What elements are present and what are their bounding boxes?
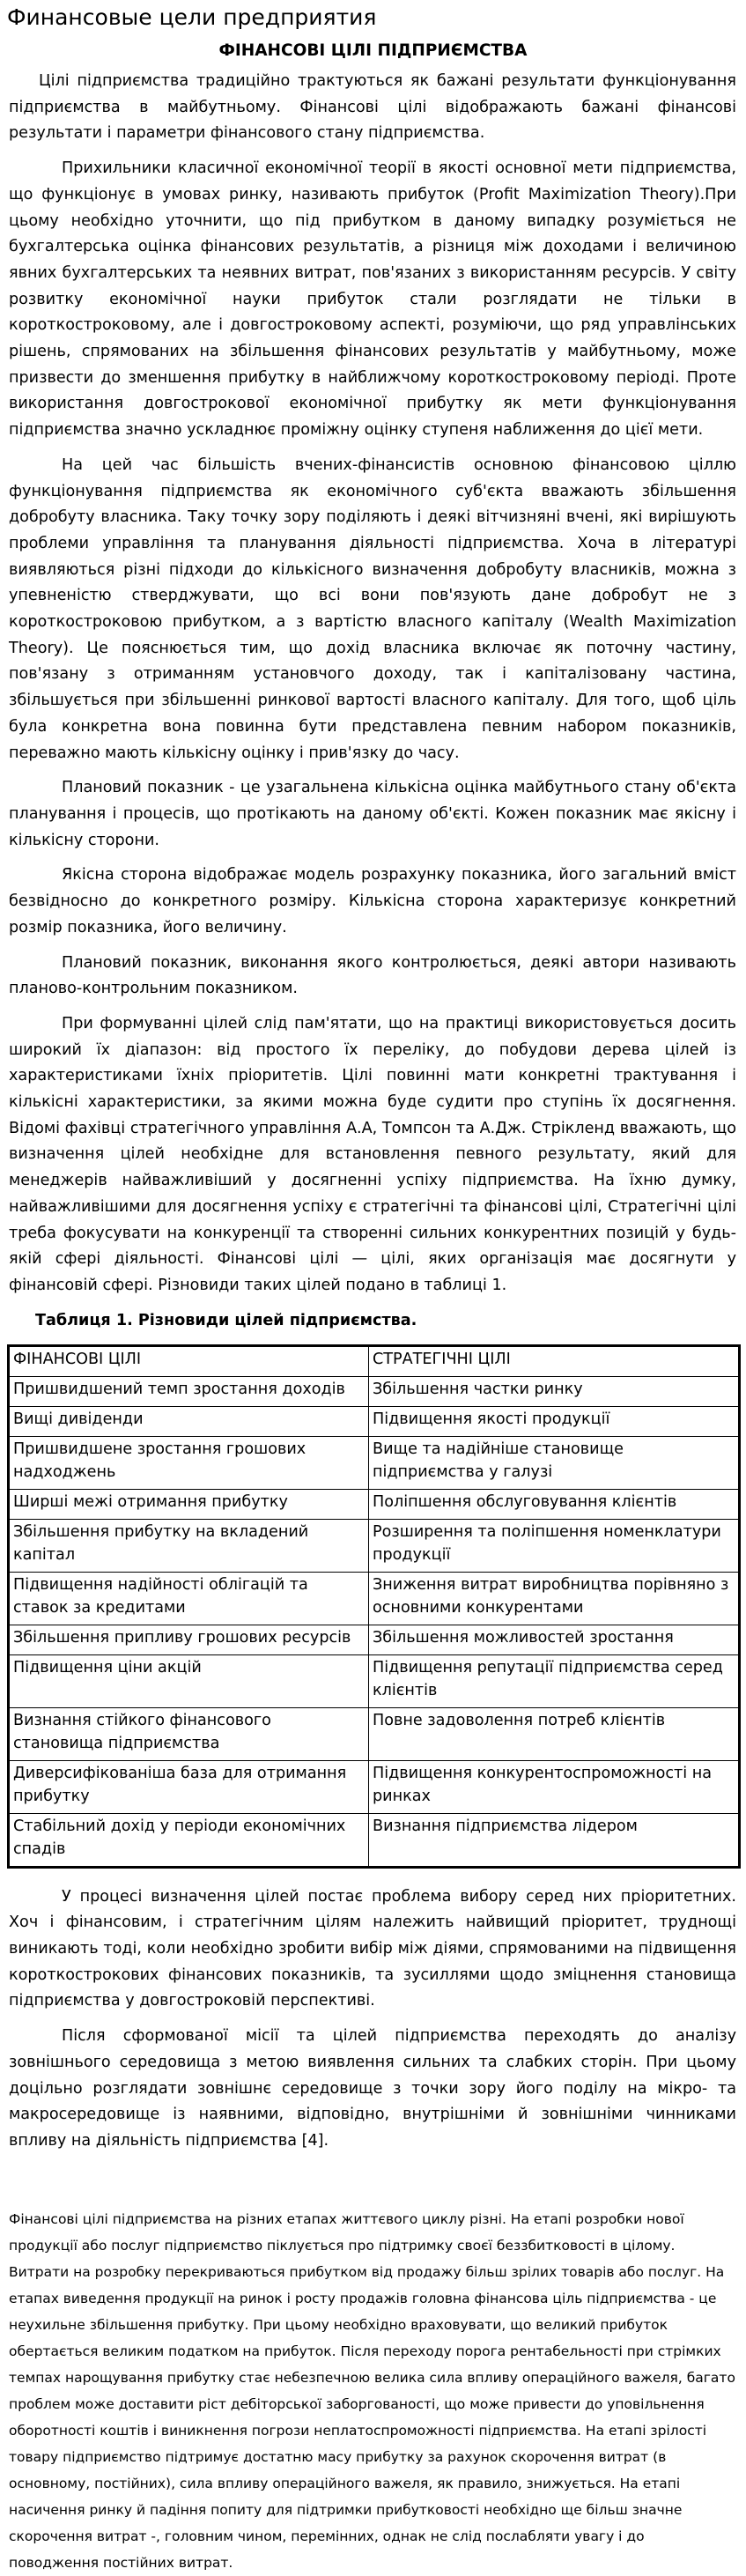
paragraph: При формуванні цілей слід пам'ятати, що на практиці використовується досить широкий їх діапазон: від простого їх переліку, до побудови дерева цілей із характеристиками їхніх пріоритетів. Цілі повинні мати конкретні трактування і кількісні характеристики, за якими можна буде судити про ступінь їх досягнення. Відомі фахівці стратегічного управління А.А, Томпсон та А.Дж. Стрікленд вважають, що визначення цілей необхідне для встановлення певного результату, який для менеджерів найважливіший у досягненні успіху підприємства. На їхню думку, найважливішими для досягнення успіху є стратегічні та фінансові цілі, Стратегічні цілі треба фокусувати на конкуренції та створенні сильних конкурентних позицій у будь-якій сфері діяльності. Фінансові цілі — цілі, яких організація має досягнути у фінансовій сфері. Різновиди таких цілей подано в таблиці 1. [9,1014,736,1294]
table-cell: Збільшення можливостей зростання [369,1625,740,1654]
table-row [9,1625,740,1654]
table-header-cell: СТРАТЕГІЧНІ ЦІЛІ [369,1345,740,1376]
table-row [9,1760,740,1813]
table-cell: Підвищення ціни акцій [9,1654,369,1707]
table-row [9,1519,740,1572]
paragraph: Плановий показник - це узагальнена кількісна оцінка майбутнього стану об'єкта планування і процесів, що протікають на даному об'єкті. Кожен показник має якісну і кількісну сторони. [9,779,736,849]
table-cell: Збільшення частки ринку [369,1376,740,1406]
footer-note: Фінансові цілі підприємства на різних етапах життєвого циклу різні. На етапі розробки нової продукції або послуг підприємство піклується про підтримку своєї беззбитковості в цілому. Витрати на розробку перекриваються прибутком від продажу більш зрілих товарів або послуг. На етапах виведення продукції на ринок і росту продажів головна фінансова ціль підприємства - це неухильне збільшення прибутку. При цьому необхідно враховувати, що великий прибуток обертається великим податком на прибуток. Після переходу порога рентабельності при стрімких темпах нарощування прибутку стає небезпечною велика сила впливу операційного важеля, багато проблем може доставити ріст дебіторської заборгованості, що може привести до уповільнення оборотності коштів і виникнення погрози неплатоспроможності підприємства. На етапі зрілості товару підприємство підтримує достатню масу прибутку за рахунок скорочення витрат (в основному, постійних), сила впливу операційного важеля, як правило, знижується. На етапі насичення ринку й падіння попиту для підтримки прибутковості необхідно ще більш значне скорочення витрат -, головним чином, перемінних, однак не слід послабляти увагу і до поводження постійних витрат. [9,2210,735,2571]
table-cell: Пришвидшений темп зростання доходів [9,1376,369,1406]
table-row [9,1707,740,1760]
table-cell: Зниження витрат виробництва порівняно з основними конкурентами [369,1572,740,1625]
table-cell: Пришвидшене зростання грошових надходжень [9,1436,369,1489]
section-heading: ФІНАНСОВІ ЦІЛІ ПІДПРИЄМСТВА [218,41,528,60]
table-row [9,1572,740,1625]
table-cell: Збільшення припливу грошових ресурсів [9,1625,369,1654]
table-cell: Диверсифікованіша база для отримання прибутку [9,1760,369,1813]
table-cell: Поліпшення обслуговування клієнтів [369,1489,740,1519]
paragraph: На цей час більшість вчених-фінансистів основною фінансовою ціллю функціонування підприємства як економічного суб'єкта вважають збільшення добробуту власника. Таку точку зору поділяють і деякі вітчизняні вчені, які вирішують проблеми управління та планування діяльності підприємства. Хоча в літературі виявляються різні підходи до кількісного визначення добробуту власників, можна з упевненістю стверджувати, що всі вони пов'язують дане добробут не з короткостроковою прибутком, а з вартістю власного капіталу (Wealth Maximization Theory). Це пояснюється тим, що дохід власника включає як поточну частину, пов'язану з отриманням установчого доходу, так і капіталізовану частина, збільшується при збільшенні ринкової вартості власного капіталу. Для того, щоб ціль була конкретна вона повинна бути представлена певним набором показників, переважно мають кількісну оцінку і прив'язку до часу. [9,455,736,762]
paragraph: Прихильники класичної економічної теорії в якості основної мети підприємства, що функціонує в умовах ринку, називають прибуток (Profit Maximization Theory).При цьому необхідно уточнити, що під прибутком в даному випадку розуміється не бухгалтерська оцінка фінансових результатів, а різниця між доходами і величиною явних бухгалтерських та неявних витрат, пов'язаних з використанням ресурсів. У світу розвитку економічної науки прибуток стали розглядати не тільки в короткостроковому, але і довгостроковому аспекті, розуміючи, що ряд управлінських рішень, спрямованих на збільшення фінансових результатів у майбутньому, може призвести до зменшення прибутку в найближчому короткостроковому періоді. Проте використання довгострокової економічної прибутку як мети функціонування підприємства значно ускладнює проміжну оцінку ступеня наближення до цієї мети. [9,159,736,440]
table-row [9,1489,740,1519]
paragraph: У процесі визначення цілей постає проблема вибору серед них пріоритетних. Хоч і фінансовим, і стратегічним цілям належить найвищий пріоритет, труднощі виникають тоді, коли необхідно зробити вибір між діями, спрямованими на підвищення короткострокових фінансових показників, та зусиллями щодо зміцнення становища підприємства у довгостроковій перспективі. [9,1887,736,2010]
paragraph: Після сформованої місії та цілей підприємства переходять до аналізу зовнішнього середовища з метою виявлення сильних та слабких сторін. При цьому доцільно розглядати зовнішнє середовище з точки зору його поділу на мікро- та макросередовище із наявними, відповідно, внутрішніми й зовнішніми чинниками впливу на діяльність підприємства [4]. [9,2027,736,2150]
table-row [9,1436,740,1489]
table-cell: Підвищення репутації підприємства серед клієнтів [369,1654,740,1707]
document-body [9,69,736,2576]
table-row [9,1406,740,1436]
table-cell: Збільшення прибутку на вкладений капітал [9,1519,369,1572]
table-cell: Ширші межі отримання прибутку [9,1489,369,1519]
table-cell: Підвищення конкурентоспроможності на ринках [369,1760,740,1813]
paragraph: Плановий показник, виконання якого контролюється, деякі автори називають планово-контрольним показником. [9,953,736,998]
table-row [9,1813,740,1867]
table-cell: Стабільний дохід у періоди економічних спадів [9,1813,369,1867]
paragraph: Якісна сторона відображає модель розрахунку показника, його загальний вміст безвідносно до конкретного розміру. Кількісна сторона характеризує конкретний розмір показника, його величину. [9,866,736,936]
table-caption: Таблиця 1. Різновиди цілей підприємства. [35,1311,417,1329]
table-header-cell: ФІНАНСОВІ ЦІЛІ [9,1345,369,1376]
table-cell: Визнання підприємства лідером [369,1813,740,1867]
page-title: Финансовые цели предприятия [7,4,377,30]
paragraph: Цілі підприємства традиційно трактуються як бажані результати функціонування підприємства в майбутньому. Фінансові цілі відображають бажані фінансові результати і параметри фінансового стану підприємства. [9,72,736,143]
table-cell: Підвищення надійності облігацій та ставок за кредитами [9,1572,369,1625]
table-cell: Вище та надійніше становище підприємства у галузі [369,1436,740,1489]
table-cell: Вищі дивіденди [9,1406,369,1436]
table-row [9,1376,740,1406]
table-row [9,1654,740,1707]
table-cell: Повне задоволення потреб клієнтів [369,1707,740,1760]
table-header-row [9,1345,740,1376]
table-cell: Визнання стійкого фінансового становища підприємства [9,1707,369,1760]
table-cell: Підвищення якості продукції [369,1406,740,1436]
table-cell: Розширення та поліпшення номенклатури продукції [369,1519,740,1572]
goals-table [7,1344,741,1869]
